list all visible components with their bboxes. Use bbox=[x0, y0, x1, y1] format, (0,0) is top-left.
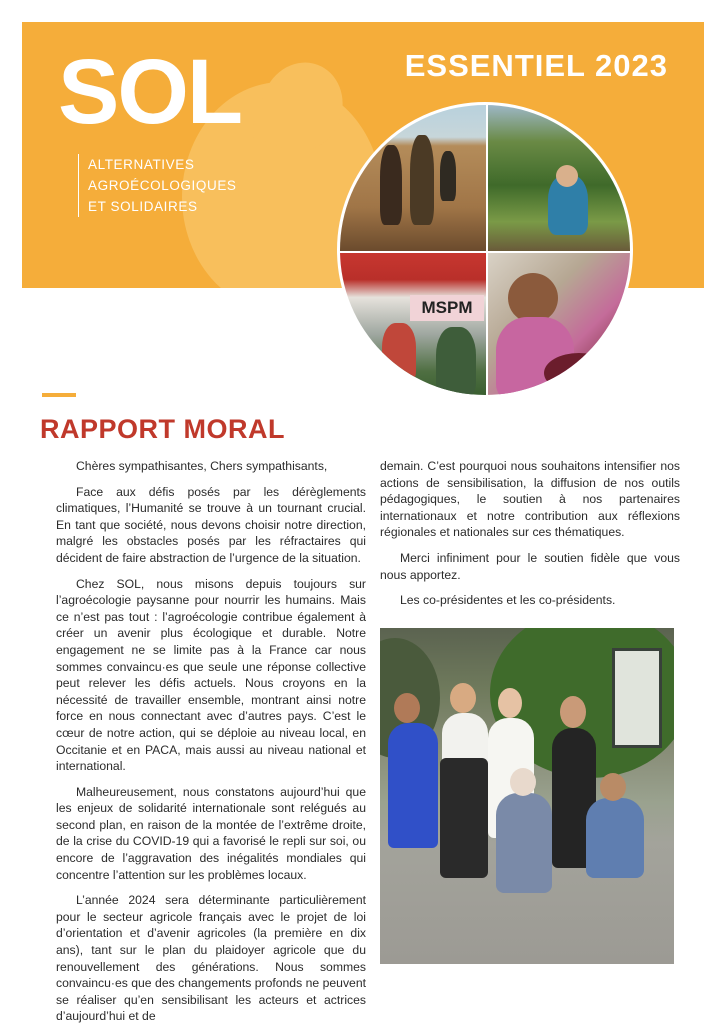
tagline-line-2: AGROÉCOLOGIQUES bbox=[88, 178, 237, 193]
sol-logo bbox=[58, 41, 242, 143]
paragraph: demain. C’est pourquoi nous souhaitons intensifier nos actions de sensibilisation, la diffusion de nos outils pédagogiques, le soutien à nos partenaires internationaux et notre contribution aux réflexions régionales et nationales sur ces thématiques. bbox=[380, 459, 680, 540]
paragraph: L’année 2024 sera déterminante particulièrement pour le secteur agricole français avec le projet de loi d’orientation et d’avenir agricoles (la première en dix ans), tant sur le plan du plaidoyer agricole que du renouvellement des générations. Nous sommes convaincu·es que des changements profonds ne peuvent se réaliser qu’en sensibilisant les acteurs et actrices d’aujourd’hui et de bbox=[56, 893, 366, 1024]
stall-sign: MSPM bbox=[410, 295, 484, 321]
accent-bar bbox=[42, 393, 76, 397]
edition-title: ESSENTIEL 2023 bbox=[404, 48, 668, 83]
tagline bbox=[78, 154, 237, 217]
team-photo bbox=[380, 628, 674, 964]
paragraph: Chères sympathisantes, Chers sympathisants, bbox=[76, 459, 328, 473]
text-column-right bbox=[380, 458, 680, 618]
photo-woman-with-basket bbox=[488, 253, 633, 398]
section-title: RAPPORT MORAL bbox=[40, 414, 285, 444]
paragraph: Les co-présidentes et les co-présidents. bbox=[400, 593, 616, 608]
tagline-line-1: ALTERNATIVES bbox=[88, 157, 195, 172]
photo-field-workers bbox=[340, 105, 486, 251]
paragraph: Merci infiniment pour le soutien fidèle que vous nous apportez. bbox=[380, 550, 680, 582]
logo-text: SOL bbox=[58, 41, 242, 143]
photo-collage bbox=[337, 102, 633, 398]
paragraph: Malheureusement, nous constatons aujourd’hui que les enjeux de solidarité internationale sont relégués au second plan, en raison de la montée de l’extrême droite, de la crise du COVID-19 qui a favorisé le repli sur soi, ou encore de l’aggravation des inégalités mondiales qui concentre l’attention sur les problèmes locaux. bbox=[56, 784, 366, 882]
paragraph: Chez SOL, nous misons depuis toujours sur l’agroécologie paysanne pour nourrir les humains. Mais ce n’est pas tout : l’agroécologie contribue également à créer un avenir plus écologique et durable. Notre engagement ne se limite pas à la France car nous sommes convaincu·es que seule une réponse collective peut relever les défis actuels. Nous croyons en la nécessité de travailler ensemble, montrant ainsi notre force en nous connectant avec d’autres pays. C’est le cœur de notre action, qui se déploie au niveau local, en Occitanie et en PACA, mais aussi au niveau national et international. bbox=[56, 576, 366, 774]
tagline-line-3: ET SOLIDAIRES bbox=[88, 199, 198, 214]
text-column-left bbox=[56, 458, 366, 1024]
photo-market-stall bbox=[340, 253, 486, 398]
paragraph: Face aux défis posés par les dérèglements climatiques, l’Humanité se trouve à un tournant crucial. En tant que société, nous devons choisir notre direction, malgré les obstacles posés par les réfractaires qui décident de faire abstraction de l’urgence de la situation. bbox=[56, 484, 366, 565]
photo-garden-tending bbox=[488, 105, 633, 251]
